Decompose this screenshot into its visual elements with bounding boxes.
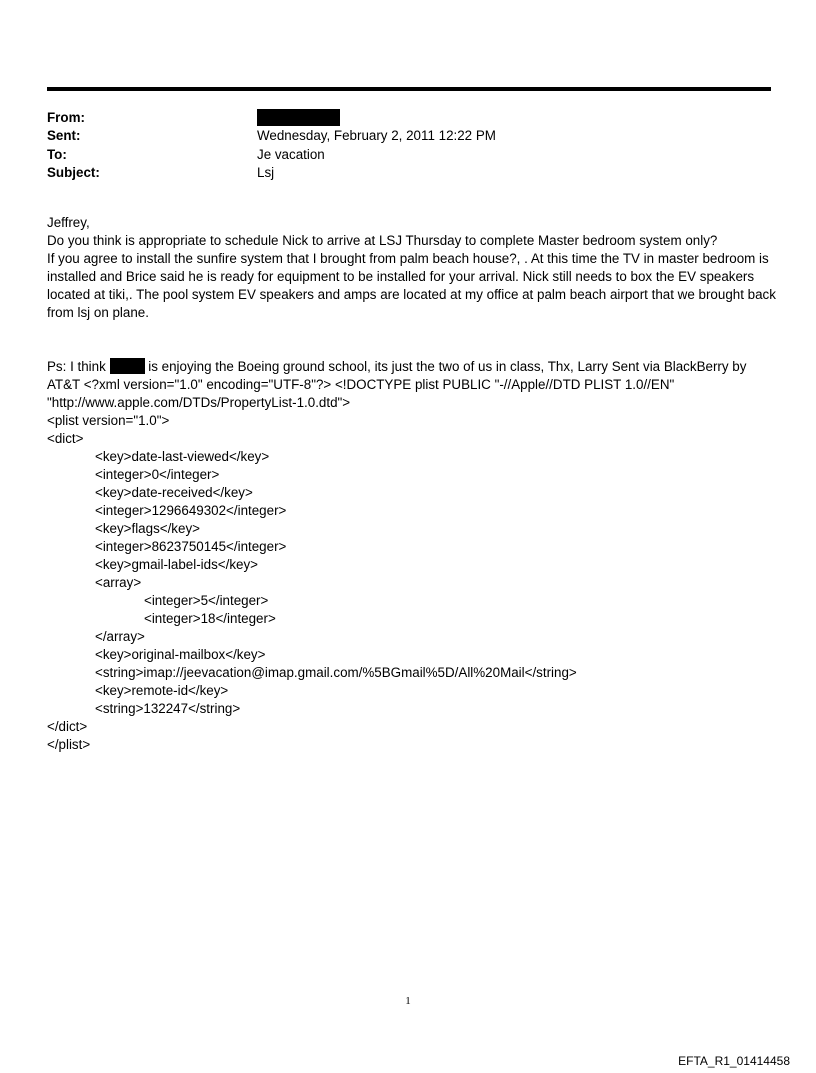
- plist-line: <key>gmail-label-ids</key>: [95, 557, 259, 572]
- sent-value: Wednesday, February 2, 2011 12:22 PM: [257, 128, 496, 144]
- plist-line: <key>date-received</key>: [95, 485, 253, 500]
- plist-line: <integer>1296649302</integer>: [95, 503, 287, 518]
- plist-block: [47, 412, 777, 754]
- plist-line: <array>: [95, 575, 142, 590]
- subject-value: Lsj: [257, 165, 275, 181]
- sent-label: Sent:: [47, 128, 81, 144]
- plist-line: <key>original-mailbox</key>: [95, 647, 266, 662]
- plist-line: <integer>0</integer>: [95, 467, 220, 482]
- to-row: [47, 145, 771, 164]
- page-number: 1: [405, 995, 411, 1007]
- subject-label: Subject:: [47, 165, 100, 181]
- sent-row: [47, 127, 771, 146]
- from-row: [47, 108, 771, 127]
- from-value: [257, 109, 340, 126]
- body-paragraph: If you agree to install the sunfire system that I brought from palm beach house?, . At this time the TV in master bedroom is installed and Brice said he is ready for equipment to be installed for your arrival. Nick still needs to box the EV speakers located at tiki,. The pool system EV speakers and amps are located at my office at palm beach airport that we brought back from lsj on plane.: [47, 251, 776, 320]
- plist-line: <key>flags</key>: [95, 521, 200, 536]
- plist-line: <plist version="1.0">: [47, 413, 170, 428]
- from-label: From:: [47, 109, 85, 125]
- to-value: Je vacation: [257, 146, 325, 162]
- to-label: To:: [47, 146, 67, 162]
- plist-line: <key>date-last-viewed</key>: [95, 449, 270, 464]
- body-line-1: Do you think is appropriate to schedule Nick to arrive at LSJ Thursday to complete Master bedroom system only?: [47, 233, 718, 248]
- plist-line: <key>remote-id</key>: [95, 683, 229, 698]
- email-body: [47, 214, 777, 754]
- header-divider: [47, 87, 771, 91]
- plist-line: <string>132247</string>: [95, 701, 241, 716]
- ps-paragraph: [47, 358, 777, 412]
- plist-line: </plist>: [47, 737, 91, 752]
- plist-line: </array>: [95, 629, 145, 644]
- redaction-block: [257, 109, 340, 126]
- ps-prefix: Ps: I think: [47, 359, 106, 374]
- ps-rest: is enjoying the Boeing ground school, its just the two of us in class, Thx, Larry Sent via BlackBerry by AT&T <?xml version="1.0" encoding="UTF-8"?> <!DOCTYPE plist PUBLIC "-//Apple//DTD PLIST 1.0//EN" "http://www.apple.com/DTDs/PropertyList-1.0.dtd">: [47, 359, 747, 410]
- email-header: [47, 108, 771, 182]
- redaction-block: [110, 358, 145, 374]
- bates-number: EFTA_R1_01414458: [678, 1054, 790, 1068]
- plist-line: <integer>5</integer>: [144, 593, 269, 608]
- subject-row: [47, 164, 771, 183]
- plist-line: <string>imap://jeevacation@imap.gmail.com/%5BGmail%5D/All%20Mail</string>: [95, 665, 577, 680]
- spacer: [47, 322, 777, 358]
- plist-line: </dict>: [47, 719, 88, 734]
- plist-line: <dict>: [47, 431, 84, 446]
- plist-line: <integer>18</integer>: [144, 611, 276, 626]
- plist-line: <integer>8623750145</integer>: [95, 539, 287, 554]
- greeting: Jeffrey,: [47, 215, 90, 230]
